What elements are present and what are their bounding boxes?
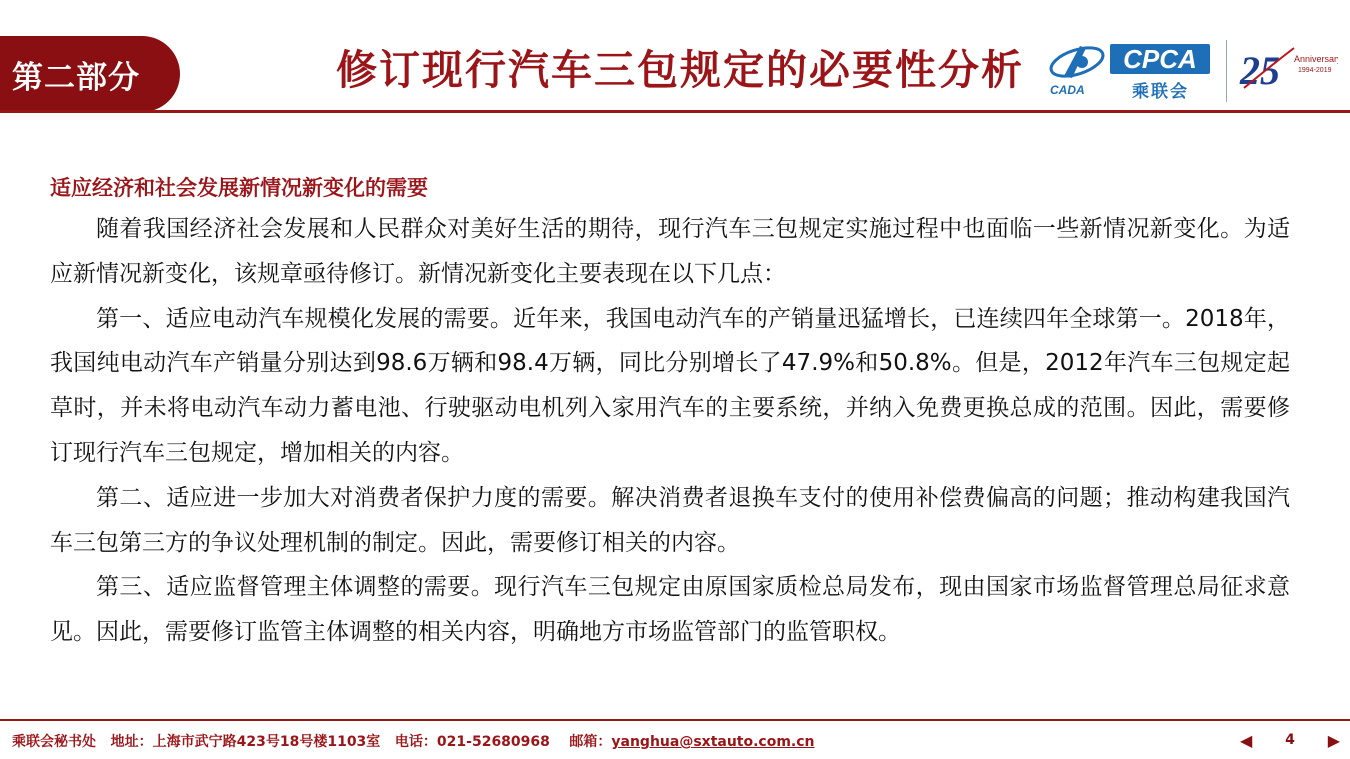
footer-phone-label: 电话： [394, 734, 437, 750]
footer-address-label: 地址： [110, 734, 153, 750]
cpca-logo-chinese: 乘联会 [1132, 82, 1189, 102]
content-heading: 适应经济和社会发展新情况新变化的需要 [50, 176, 428, 200]
header-divider [0, 110, 1350, 113]
footer-phone: 021-52680968 [436, 734, 550, 750]
main-content [50, 172, 1290, 655]
footer-org: 乘联会秘书处 [12, 734, 96, 750]
paragraph-third: 第三、适应监督管理主体调整的需要。现行汽车三包规定由原国家质检总局发布，现由国家市场监督管理总局征求意见。因此，需要修订监管主体调整的相关内容，明确地方市场监管部门的监管职权。 [50, 574, 1290, 646]
anniversary-text: Anniversary [1294, 54, 1338, 64]
logo-divider [1226, 40, 1227, 102]
section-label: 第二部分 [0, 36, 180, 112]
footer-email-label: 邮箱： [569, 734, 612, 750]
paragraph-first: 第一、适应电动汽车规模化发展的需要。近年来，我国电动汽车的产销量迅猛增长，已连续四年全球第一。2018年，我国纯电动汽车产销量分别达到98.6万辆和98.4万辆，同比分别增长了47.9%和50.8%。但是，2012年汽车三包规定起草时，并未将电动汽车动力蓄电池、行驶驱动电机列入家用汽车的主要系统，并纳入免费更换总成的范围。因此，需要修订现行汽车三包规定，增加相关的内容。 [50, 305, 1290, 466]
footer-address: 上海市武宁路423号18号楼1103室 [152, 734, 381, 750]
footer-divider [0, 719, 1350, 721]
cpca-logo-text: CPCA [1110, 44, 1210, 74]
pager [1240, 728, 1340, 752]
paragraph-intro: 随着我国经济社会发展和人民群众对美好生活的期待，现行汽车三包规定实施过程中也面临一些新情况新变化。为适应新情况新变化，该规章亟待修订。新情况新变化主要表现在以下几点： [50, 216, 1290, 287]
footer-email-link[interactable]: yanghua@sxtauto.com.cn [611, 734, 815, 750]
anniversary-number: 25 [1240, 48, 1280, 93]
prev-page-icon[interactable]: ◀ [1240, 730, 1253, 750]
paragraph-second: 第二、适应进一步加大对消费者保护力度的需要。解决消费者退换车支付的使用补偿费偏高的问题；推动构建我国汽车三包第三方的争议处理机制的制定。因此，需要修订相关的内容。 [50, 484, 1290, 556]
anniversary-logo [1238, 38, 1338, 100]
page-title: 修订现行汽车三包规定的必要性分析 [336, 46, 1024, 94]
anniversary-years: 1994-2019 [1298, 67, 1332, 74]
next-page-icon[interactable]: ▶ [1327, 730, 1340, 750]
cada-logo [1046, 40, 1108, 98]
cpca-logo [1110, 44, 1214, 100]
page-number: 4 [1285, 732, 1295, 748]
cada-logo-text: CADA [1050, 83, 1085, 97]
footer-info [12, 730, 815, 754]
